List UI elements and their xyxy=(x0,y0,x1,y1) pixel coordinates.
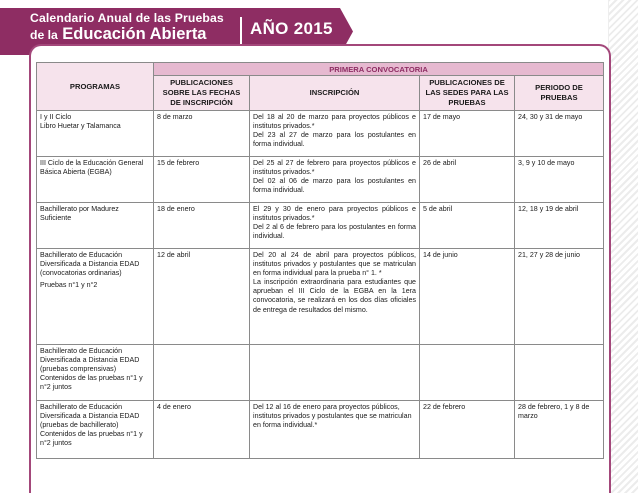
inscripcion-cell xyxy=(250,345,420,401)
header-inscripcion: INSCRIPCIÓN xyxy=(250,76,420,111)
schedule-table xyxy=(36,62,604,459)
title-line1: Calendario Anual de las Pruebas xyxy=(30,11,224,25)
pub-fechas-cell: 4 de enero xyxy=(154,401,250,459)
periodo-cell: 12, 18 y 19 de abril xyxy=(515,203,604,249)
table-row xyxy=(37,203,604,249)
inscripcion-cell: El 29 y 30 de enero para proyectos públicos e institutos privados.* Del 2 al 6 de febrero para los postulantes en forma individual. xyxy=(250,203,420,249)
pub-fechas-cell: 18 de enero xyxy=(154,203,250,249)
convocatoria-row xyxy=(37,63,604,76)
title-line2 xyxy=(30,25,224,44)
pub-fechas-cell: 8 de marzo xyxy=(154,111,250,157)
pub-sedes-cell: 22 de febrero xyxy=(420,401,515,459)
programa-cell: I y II Ciclo Libro Huetar y Talamanca xyxy=(37,111,154,157)
inscripcion-cell: Del 12 al 16 de enero para proyectos públicos, institutos privados y postulantes que se matriculan en forma individual.* xyxy=(250,401,420,459)
decorative-stripes xyxy=(608,0,638,493)
inscripcion-cell: Del 20 al 24 de abril para proyectos públicos, institutos privados y postulantes que se matriculan en forma individual para la prueba n° 1. * La inscripción extraordinaria para estudiantes que aprueban el III Ciclo de la EGBA en la 1era convocatoria, se realizará en los dos días oficiales de entrega de resultados del mismo. xyxy=(250,249,420,345)
header-periodo: PERIODO DE PRUEBAS xyxy=(515,76,604,111)
header-programas: PROGRAMAS xyxy=(37,63,154,111)
title-prefix: de la xyxy=(30,28,58,42)
header-publicaciones-sedes: PUBLICACIONES DE LAS SEDES PARA LAS PRUEBAS xyxy=(420,76,515,111)
pub-sedes-cell: 17 de mayo xyxy=(420,111,515,157)
periodo-cell: 21, 27 y 28 de junio xyxy=(515,249,604,345)
periodo-cell: 3, 9 y 10 de mayo xyxy=(515,157,604,203)
pub-sedes-cell xyxy=(420,345,515,401)
programa-cell: Bachillerato de Educación Diversificada a Distancia EDAD (convocatorias ordinarias) Pruebas n°1 y n°2 xyxy=(37,249,154,345)
pub-sedes-cell: 5 de abril xyxy=(420,203,515,249)
inscripcion-cell: Del 25 al 27 de febrero para proyectos públicos e institutos privados.* Del 02 al 06 de marzo para los postulantes en forma individual. xyxy=(250,157,420,203)
title-emphasis: Educación Abierta xyxy=(62,25,207,43)
header-title xyxy=(30,12,224,44)
pub-fechas-cell xyxy=(154,345,250,401)
header-convocatoria: PRIMERA CONVOCATORIA xyxy=(154,63,604,76)
table-row xyxy=(37,401,604,459)
table-row xyxy=(37,249,604,345)
header-divider xyxy=(240,17,242,46)
pub-fechas-cell: 12 de abril xyxy=(154,249,250,345)
pub-fechas-cell: 15 de febrero xyxy=(154,157,250,203)
periodo-cell xyxy=(515,345,604,401)
periodo-cell: 24, 30 y 31 de mayo xyxy=(515,111,604,157)
inscripcion-cell: Del 18 al 20 de marzo para proyectos públicos e institutos privados.* Del 23 al 27 de marzo para los postulantes en forma individual. xyxy=(250,111,420,157)
pub-sedes-cell: 14 de junio xyxy=(420,249,515,345)
programa-cell: Bachillerato por Madurez Suficiente xyxy=(37,203,154,249)
table-row xyxy=(37,111,604,157)
periodo-cell: 28 de febrero, 1 y 8 de marzo xyxy=(515,401,604,459)
header-year: AÑO 2015 xyxy=(250,19,333,38)
pub-sedes-cell: 26 de abril xyxy=(420,157,515,203)
header-publicaciones-fechas: PUBLICACIONES SOBRE LAS FECHAS DE INSCRIPCIÓN xyxy=(154,76,250,111)
programa-cell: Bachillerato de Educación Diversificada a Distancia EDAD (pruebas de bachillerato) Contenidos de las pruebas n°1 y n°2 juntos xyxy=(37,401,154,459)
table-row xyxy=(37,345,604,401)
programa-cell: III Ciclo de la Educación General Básica Abierta (EGBA) xyxy=(37,157,154,203)
programa-cell: Bachillerato de Educación Diversificada a Distancia EDAD (pruebas comprensivas) Contenidos de las pruebas n°1 y n°2 juntos xyxy=(37,345,154,401)
table-row xyxy=(37,157,604,203)
